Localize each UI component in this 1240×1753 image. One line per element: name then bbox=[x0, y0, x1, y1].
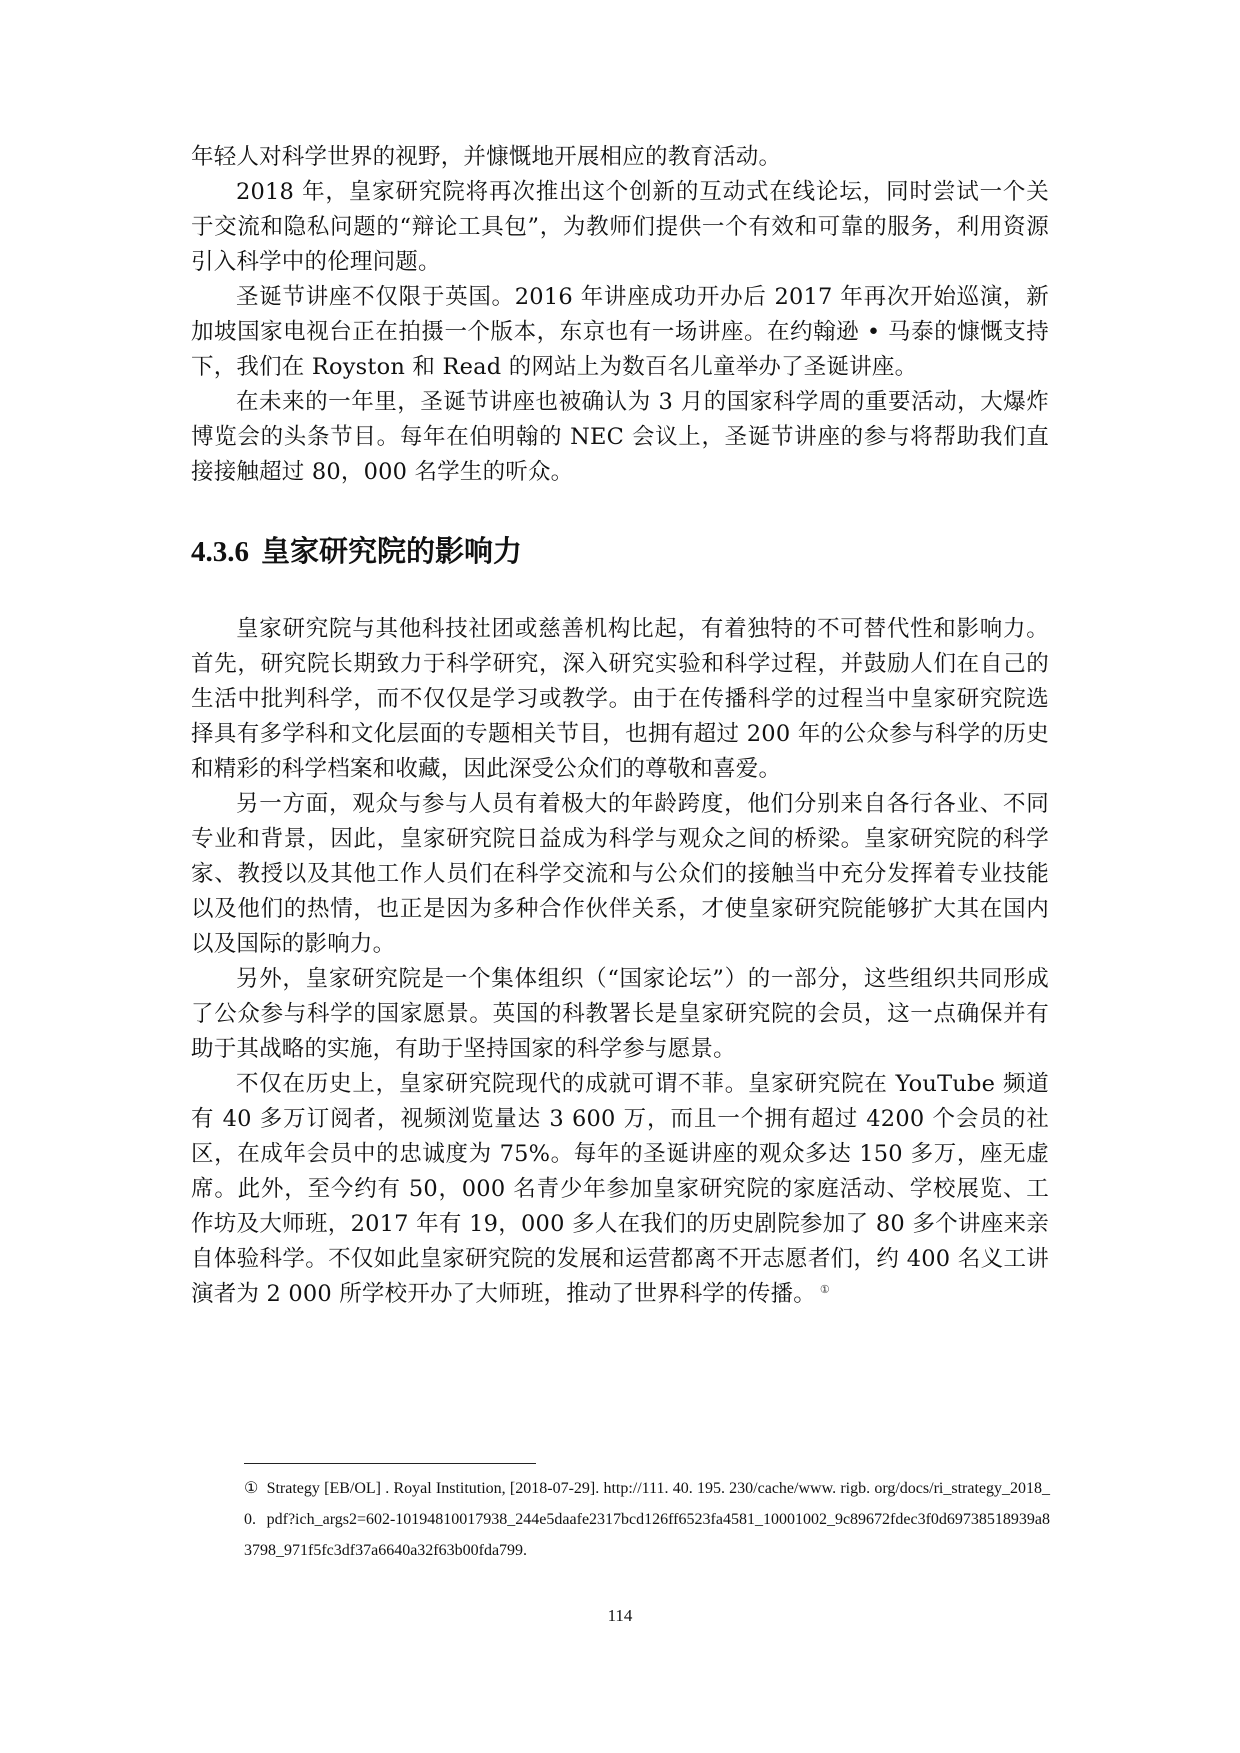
section-title: 皇家研究院的影响力 bbox=[261, 534, 523, 568]
footnote-reference[interactable]: ① bbox=[819, 1282, 830, 1296]
page-number: 114 bbox=[607, 1606, 633, 1625]
paragraph-science-week: 在未来的一年里，圣诞节讲座也被确认为 3 月的国家科学周的重要活动，大爆炸博览会的头条节目。每年在伯明翰的 NEC 会议上，圣诞节讲座的参与将帮助我们直接接触超过 80，000 名学生的听众。 bbox=[191, 389, 1049, 485]
paragraph-achievements-text: 不仅在历史上，皇家研究院现代的成就可谓不菲。皇家研究院在 YouTube 频道有 40 多万订阅者，视频浏览量达 3 600 万，而且一个拥有超过 4200 个会员的社区，在成年会员中的忠诚度为 75%。每年的圣诞讲座的观众多达 150 多万，座无虚席。此外，至今约有 50，000 名青少年参加皇家研究院的家庭活动、学校展览、工作坊及大师班，2017 年有 19，000 多人在我们的历史剧院参加了 80 多个讲座来亲自体验科学。不仅如此皇家研究院的发展和运营都离不开志愿者们，约 400 名义工讲演者为 2 000 所学校开办了大师班，推动了世界科学的传播。 bbox=[191, 1071, 1049, 1307]
section-heading bbox=[191, 531, 1049, 572]
footnote-mark: ① bbox=[244, 1480, 259, 1497]
body-text bbox=[191, 140, 1049, 1312]
footnote-divider bbox=[244, 1463, 536, 1464]
paragraph-audience-bridge: 另一方面，观众与参与人员有着极大的年龄跨度，他们分别来自各行各业、不同专业和背景，因此，皇家研究院日益成为科学与观众之间的桥梁。皇家研究院的科学家、教授以及其他工作人员们在科学交流和与公众们的接触当中充分发挥着专业技能以及他们的热情，也正是因为多种合作伙伴关系，才使皇家研究院能够扩大其在国内以及国际的影响力。 bbox=[191, 791, 1049, 957]
paragraph-2018-forum: 2018 年，皇家研究院将再次推出这个创新的互动式在线论坛，同时尝试一个关于交流和隐私问题的“辩论工具包”，为教师们提供一个有效和可靠的服务，利用资源引入科学中的伦理问题。 bbox=[191, 179, 1049, 275]
section-number: 4.3.6 bbox=[191, 536, 249, 568]
paragraph-influence-intro: 皇家研究院与其他科技社团或慈善机构比起，有着独特的不可替代性和影响力。首先，研究院长期致力于科学研究，深入研究实验和科学过程，并鼓励人们在自己的生活中批判科学，而不仅仅是学习或教学。由于在传播科学的过程当中皇家研究院选择具有多学科和文化层面的专题相关节目，也拥有超过 200 年的公众参与科学的历史和精彩的科学档案和收藏，因此深受公众们的尊敬和喜爱。 bbox=[191, 616, 1049, 782]
paragraph-christmas-lectures-tour: 圣诞节讲座不仅限于英国。2016 年讲座成功开办后 2017 年再次开始巡演，新加坡国家电视台正在拍摄一个版本，东京也有一场讲座。在约翰逊 • 马泰的慷慨支持下，我们在 Royston 和 Read 的网站上为数百名儿童举办了圣诞讲座。 bbox=[191, 284, 1049, 380]
footnote-text: Strategy [EB/OL] . Royal Institution, [2018-07-29]. http://111. 40. 195. 230/cache/www. rigb. org/docs/ri_strategy_2018_0. pdf?ich_args2=602-10194810017938_244e5daafe2317bcd126ff6523fa4581_10001002_9c89672fdec3f0d69738518939a83798_971f5fc3df37a6640a32f63b00fda799. bbox=[244, 1480, 1051, 1559]
paragraph-national-forum: 另外，皇家研究院是一个集体组织（“国家论坛”）的一部分，这些组织共同形成了公众参与科学的国家愿景。英国的科教署长是皇家研究院的会员，这一点确保并有助于其战略的实施，有助于坚持国家的科学参与愿景。 bbox=[191, 966, 1049, 1062]
paragraph-continued: 年轻人对科学世界的视野，并慷慨地开展相应的教育活动。 bbox=[191, 144, 782, 170]
footnote bbox=[244, 1473, 1050, 1566]
paragraph-achievements bbox=[191, 1067, 1049, 1312]
